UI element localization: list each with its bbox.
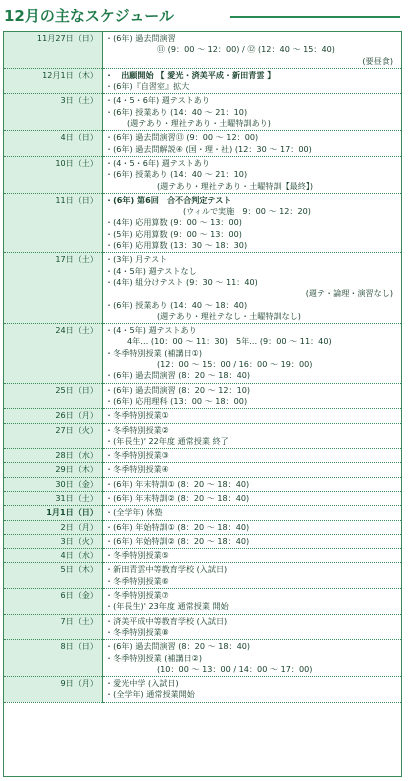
schedule-event-line: ・(4年) 応用算数 (9：00 ～ 13：00) xyxy=(105,217,242,228)
schedule-events xyxy=(103,449,402,463)
schedule-event-line: ・冬季特別授業⑤ xyxy=(105,550,169,561)
schedule-events xyxy=(103,563,402,589)
schedule-event-line: ・(3年) 月テスト xyxy=(105,254,168,265)
schedule-event-line: ・(6年)『自習室』拡大 xyxy=(105,81,190,92)
schedule-event-line: ・(6年) 過去問解説④ (国・理・社) (12：30 ～ 17：00) xyxy=(105,143,312,154)
schedule-date: 10日（土） xyxy=(4,156,103,193)
schedule-events xyxy=(103,520,402,534)
schedule-event-line: ・冬季特別授業⑧ xyxy=(105,626,169,637)
schedule-date: 26日（月） xyxy=(4,409,103,423)
schedule-event-line: ⑪ (9：00 ～ 12：00) / ⑫ (12：40 ～ 15：40) xyxy=(157,44,335,55)
schedule-row xyxy=(4,68,401,94)
title-divider xyxy=(230,16,400,18)
schedule-event-line: (週テあり・理社テあり・土曜特訓あり) xyxy=(127,118,271,129)
schedule-event-line: ・(6年) 過去問演習 (8：20 ～ 12：10) xyxy=(105,384,251,395)
schedule-event-line: ・(6年) 過去問演習 xyxy=(105,33,176,43)
schedule-event-line: ・(4・5・6年) 週テストあり xyxy=(105,157,210,168)
schedule-events xyxy=(103,640,402,677)
schedule-event-line: ・(年長生)' 23年度 通常授業 開始 xyxy=(105,601,229,612)
schedule-event-line: ・(全学年) 通常授業開始 xyxy=(105,689,195,700)
schedule-event-line: ・ 出願開始 【 愛光・済美平成・新田青雲 】 xyxy=(105,69,276,80)
schedule-event-line: ・(6年) 過去問演習 (8：20 ～ 18：40) xyxy=(105,370,251,381)
schedule-event-line: 4年… (10：00 ～ 11：30) 5年… (9：00 ～ 11：40) xyxy=(127,336,332,347)
schedule-events xyxy=(103,677,402,703)
schedule-row xyxy=(4,491,401,505)
schedule-row xyxy=(4,640,401,677)
schedule-event-line: ・(6年) 年末特訓② (8：20 ～ 18：40) xyxy=(105,492,250,503)
schedule-events xyxy=(103,463,402,477)
schedule-event-line: ・(6年) 授業あり (14：40 ～ 21：10) xyxy=(105,106,248,117)
schedule-event-line: ・冬季特別授業 (補講日①) xyxy=(105,347,203,358)
schedule-row xyxy=(4,549,401,563)
schedule-date: 17日（土） xyxy=(4,253,103,324)
schedule-row xyxy=(4,506,401,520)
schedule-events xyxy=(103,506,402,520)
schedule-event-line: ・愛光中学 (入試日) xyxy=(105,678,179,689)
schedule-events xyxy=(103,491,402,505)
schedule-row xyxy=(4,534,401,548)
schedule-event-line: ・新田青雲中等教育学校 (入試日) xyxy=(105,564,228,575)
schedule-event-line: (12：00 ～ 15：00 / 16：00 ～ 19：00) xyxy=(157,359,313,370)
schedule-row xyxy=(4,32,401,68)
schedule-date: 6日（金） xyxy=(4,589,103,615)
schedule-events xyxy=(103,549,402,563)
schedule-event-line: ・(6年) 年始特訓② (8：20 ～ 18：40) xyxy=(105,535,250,546)
schedule-events xyxy=(103,423,402,449)
schedule-event-line: ・(6年) 過去問演習 (8：20 ～ 18：40) xyxy=(105,641,251,652)
schedule-event-line: ・冬季特別授業② xyxy=(105,424,169,435)
schedule-events xyxy=(103,32,402,68)
schedule-events xyxy=(103,131,402,157)
schedule-date: 29日（木） xyxy=(4,463,103,477)
schedule-event-line: ・(6年) 授業あり (14：40 ～ 21：10) xyxy=(105,169,248,180)
schedule-event-line: (要昼食) xyxy=(362,55,393,66)
schedule-event-line: ・(6年) 過去問演習⑬ (9：00 ～ 12：00) xyxy=(105,132,259,143)
schedule-date: 28日（水） xyxy=(4,449,103,463)
schedule-row xyxy=(4,589,401,615)
schedule-row xyxy=(4,563,401,589)
schedule-row xyxy=(4,677,401,703)
schedule-date: 9日（月） xyxy=(4,677,103,703)
schedule-event-line: ・冬季特別授業④ xyxy=(105,464,169,475)
schedule-event-line: (ウィルで実施 9：00 ～ 12：20) xyxy=(183,206,311,217)
schedule-events xyxy=(103,534,402,548)
schedule-row xyxy=(4,520,401,534)
schedule-row xyxy=(4,477,401,491)
schedule-table xyxy=(4,32,401,703)
page-title: 12月の主なスケジュール xyxy=(4,6,174,25)
schedule-date: 11日（日） xyxy=(4,193,103,252)
schedule-events xyxy=(103,94,402,131)
schedule-events xyxy=(103,409,402,423)
schedule-event-line: ・(4・5年) 週テストなし xyxy=(105,265,197,276)
schedule-body xyxy=(4,32,401,702)
schedule-row xyxy=(4,193,401,252)
schedule-date: 1月1日（日） xyxy=(4,506,103,520)
schedule-date: 4日（日） xyxy=(4,131,103,157)
schedule-event-line: ・冬季特別授業⑦ xyxy=(105,590,169,601)
schedule-events xyxy=(103,193,402,252)
schedule-event-line: ・(4年) 組分けテスト (9：30 ～ 11：40) xyxy=(105,276,258,287)
schedule-date: 4日（水） xyxy=(4,549,103,563)
schedule-events xyxy=(103,589,402,615)
schedule-row xyxy=(4,94,401,131)
schedule-date: 8日（日） xyxy=(4,640,103,677)
schedule-row xyxy=(4,131,401,157)
schedule-date: 31日（土） xyxy=(4,491,103,505)
schedule-event-line: ・(6年) 応用理科 (13：00 ～ 18：00) xyxy=(105,395,248,406)
schedule-date: 5日（木） xyxy=(4,563,103,589)
schedule-event-line: ・(6年) 第6回 合不合判定テスト xyxy=(105,194,232,205)
schedule-date: 7日（土） xyxy=(4,614,103,640)
schedule-events xyxy=(103,477,402,491)
schedule-event-line: ・(年長生)' 22年度 通常授業 終了 xyxy=(105,435,229,446)
schedule-event-line: (週テ・論理・演習なし) xyxy=(305,288,393,299)
schedule-date: 30日（金） xyxy=(4,477,103,491)
schedule-row xyxy=(4,324,401,383)
schedule-row xyxy=(4,253,401,324)
schedule-event-line: (10：00 ～ 13：00 / 14：00 ～ 17：00) xyxy=(157,663,313,674)
schedule-row xyxy=(4,423,401,449)
schedule-events xyxy=(103,156,402,193)
schedule-events xyxy=(103,614,402,640)
schedule-date: 3日（火） xyxy=(4,534,103,548)
schedule-date: 3日（土） xyxy=(4,94,103,131)
schedule-date: 11月27日（日） xyxy=(4,32,103,68)
schedule-row xyxy=(4,409,401,423)
schedule-row xyxy=(4,463,401,477)
schedule-row xyxy=(4,449,401,463)
schedule-row xyxy=(4,156,401,193)
schedule-events xyxy=(103,324,402,383)
schedule-event-line: ・(6年) 応用算数 (13：30 ～ 18：30) xyxy=(105,240,248,251)
schedule-event-line: ・(6年) 授業あり (14：40 ～ 18：40) xyxy=(105,299,248,310)
schedule-event-line: ・冬季特別授業⑥ xyxy=(105,575,169,586)
schedule-date: 24日（土） xyxy=(4,324,103,383)
schedule-event-line: ・(全学年) 休塾 xyxy=(105,507,163,518)
schedule-date: 12月1日（木） xyxy=(4,68,103,94)
schedule-event-line: ・冬季特別授業③ xyxy=(105,450,169,461)
schedule-event-line: ・(4・5・6年) 週テストあり xyxy=(105,95,210,106)
schedule-date: 27日（火） xyxy=(4,423,103,449)
schedule-event-line: ・(6年) 年末特訓① (8：20 ～ 18：40) xyxy=(105,478,250,489)
schedule-row xyxy=(4,614,401,640)
schedule-event-line: ・冬季特別授業① xyxy=(105,410,169,421)
schedule-row xyxy=(4,383,401,409)
schedule-event-line: ・(5年) 応用算数 (9：00 ～ 13：00) xyxy=(105,228,242,239)
schedule-event-line: ・(4・5年) 週テストあり xyxy=(105,325,197,336)
schedule-date: 25日（日） xyxy=(4,383,103,409)
schedule-events xyxy=(103,68,402,94)
schedule-event-line: ・冬季特別授業 (補講日②) xyxy=(105,652,203,663)
schedule-event-line: (週テあり・理社テなし・土曜特訓なし) xyxy=(157,310,301,321)
schedule-event-line: ・(6年) 年始特訓① (8：20 ～ 18：40) xyxy=(105,521,250,532)
schedule-events xyxy=(103,253,402,324)
schedule-events xyxy=(103,383,402,409)
schedule-event-line: ・済美平成中等教育学校 (入試日) xyxy=(105,615,228,626)
schedule-event-line: (週テあり・理社テあり・土曜特訓【最終】) xyxy=(157,180,314,191)
schedule-date: 2日（月） xyxy=(4,520,103,534)
